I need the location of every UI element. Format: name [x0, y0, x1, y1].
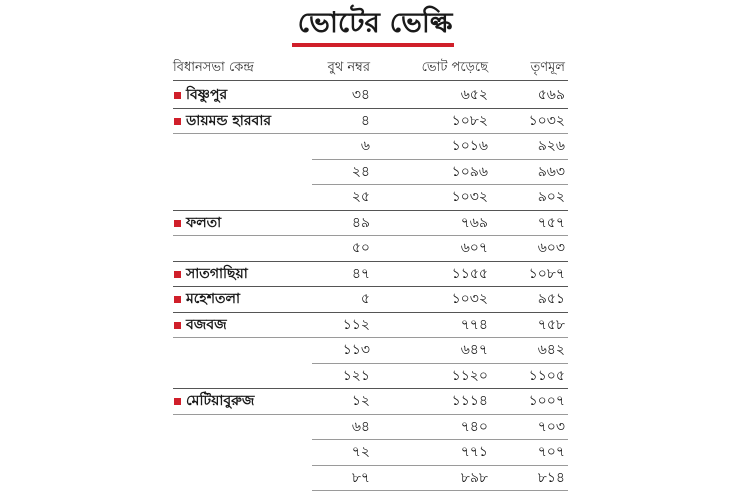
booth-number: ১২ [351, 393, 370, 409]
tmc-votes: ৭৫৮ [537, 316, 565, 333]
table-row [0, 313, 750, 339]
votes-cast: ৭৪০ [460, 418, 488, 435]
row-divider [312, 490, 568, 491]
votes-cast: ৬৪৭ [460, 342, 488, 358]
votes-cast: ৮৯৮ [460, 469, 488, 486]
votes-cast: ৭৭৪ [460, 316, 488, 333]
votes-cast: ১১১৪ [451, 393, 488, 409]
red-square-bullet-icon [174, 92, 181, 99]
booth-number: ২৪ [351, 163, 370, 180]
constituency-name: সাতগাছিয়া [186, 265, 248, 282]
booth-number: ৪৭ [351, 265, 370, 282]
red-square-bullet-icon [174, 220, 181, 227]
booth-number: ৪৯ [351, 214, 370, 231]
votes-cast: ১১৫৫ [451, 265, 488, 282]
table-row [0, 160, 750, 186]
tmc-votes: ৯৬৩ [537, 163, 565, 180]
booth-number: ৭২ [351, 444, 370, 460]
booth-number: ৫০ [351, 240, 370, 256]
group-divider [173, 312, 568, 313]
tmc-votes: ১০৩২ [528, 112, 565, 129]
constituency-name: মহেশতলা [186, 291, 241, 307]
booth-number: ৫ [360, 291, 370, 307]
red-square-bullet-icon [174, 322, 181, 329]
constituency-name: ডায়মন্ড হারবার [186, 112, 272, 129]
tmc-votes: ১০০৭ [528, 393, 565, 409]
booth-number: ৩৪ [351, 87, 370, 103]
group-divider [173, 261, 568, 262]
page-title: ভোটের ভেল্কি [297, 6, 453, 39]
table-row [0, 415, 750, 441]
tmc-votes: ৯২৬ [537, 138, 565, 154]
red-square-bullet-icon [174, 296, 181, 303]
table-row [0, 134, 750, 160]
header-tmc: তৃণমূল [530, 60, 565, 75]
tmc-votes: ৮১৪ [537, 469, 565, 486]
table-row [0, 262, 750, 288]
booth-number: ৪ [360, 112, 370, 129]
red-square-bullet-icon [174, 118, 181, 125]
tmc-votes: ৭০৭ [537, 444, 565, 460]
table-row [0, 211, 750, 237]
constituency-name: ফলতা [186, 214, 222, 231]
table-row [0, 236, 750, 262]
constituency-name: বিষ্ণুপুর [186, 87, 228, 103]
votes-cast: ৭৬৯ [460, 214, 488, 231]
table-row [0, 440, 750, 466]
title-underline [292, 43, 454, 47]
tmc-votes: ৭৫৭ [537, 214, 565, 231]
table-row [0, 364, 750, 390]
table-row [0, 389, 750, 415]
votes-cast: ১০১৬ [451, 138, 488, 154]
group-divider [173, 210, 568, 211]
header-divider [173, 80, 568, 81]
tmc-votes: ১১০৫ [528, 367, 565, 384]
group-divider [173, 388, 568, 389]
booth-number: ৬৪ [351, 418, 370, 435]
votes-cast: ১০৮২ [451, 112, 488, 129]
tmc-votes: ৬০৩ [537, 240, 565, 256]
tmc-votes: ৭০৩ [537, 418, 565, 435]
table-row [0, 185, 750, 211]
table-row [0, 109, 750, 135]
group-divider [173, 108, 568, 109]
tmc-votes: ৬৪২ [537, 342, 565, 358]
results-table [0, 83, 750, 491]
tmc-votes: ১০৮৭ [528, 265, 565, 282]
tmc-votes: ৫৬৯ [537, 87, 565, 103]
tmc-votes: ৯০২ [537, 189, 565, 205]
booth-number: ১২১ [342, 367, 370, 384]
booth-number: ৬ [360, 138, 370, 154]
votes-cast: ১১২০ [451, 367, 488, 384]
tmc-votes: ৯৫১ [537, 291, 565, 307]
header-booth-number: বুথ নম্বর [327, 60, 370, 75]
votes-cast: ১০৩২ [451, 291, 488, 307]
title-block [0, 6, 750, 40]
red-square-bullet-icon [174, 271, 181, 278]
red-square-bullet-icon [174, 398, 181, 405]
votes-cast: ১০৯৬ [451, 163, 488, 180]
constituency-name: বজবজ [186, 316, 227, 333]
header-votes-cast: ভোট পড়েছে [421, 60, 488, 75]
votes-cast: ৭৭১ [460, 444, 488, 460]
votes-cast: ৬০৭ [460, 240, 488, 256]
constituency-name: মেটিয়াবুরুজ [186, 393, 255, 409]
table-row [0, 83, 750, 109]
table-row [0, 466, 750, 492]
booth-number: ১১৩ [342, 342, 370, 358]
table-row [0, 287, 750, 313]
booth-number: ৮৭ [351, 469, 370, 486]
booth-number: ২৫ [351, 189, 370, 205]
header-constituency: বিধানসভা কেন্দ্র [173, 60, 254, 75]
group-divider [173, 286, 568, 287]
votes-cast: ৬৫২ [460, 87, 488, 103]
votes-cast: ১০৩২ [451, 189, 488, 205]
booth-number: ১১২ [342, 316, 370, 333]
table-row [0, 338, 750, 364]
